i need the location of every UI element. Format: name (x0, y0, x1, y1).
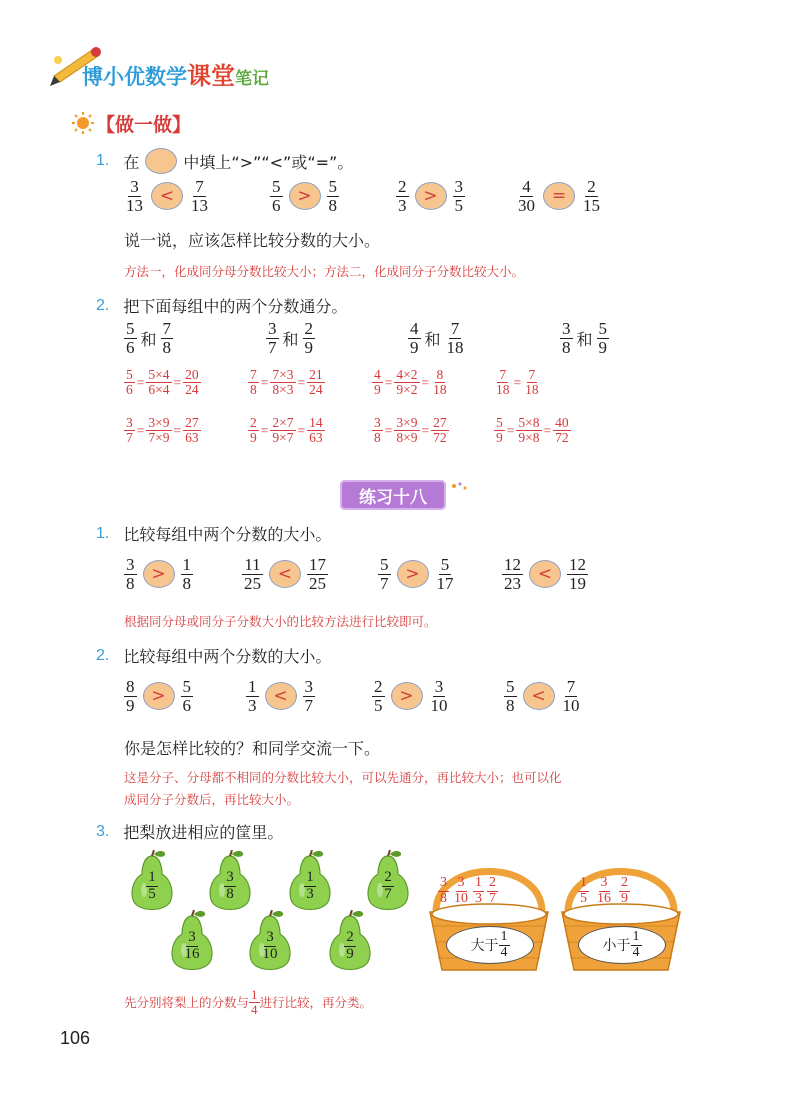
q2-number: 2. (96, 296, 110, 314)
p2-item-1 (124, 678, 246, 715)
q1-header (96, 148, 353, 174)
q2-answer-row-2 (124, 416, 571, 445)
calc-1-3: $\frac{4}{9}$ = $\frac{4\times 2}{9\times 2}$ = $\frac{8}{18}$ (374, 367, 447, 398)
q1-number: 1. (96, 152, 110, 169)
fraction-numerator: 5 (598, 319, 608, 338)
fraction-denominator: 4 (500, 944, 508, 960)
fraction-numerator: 5 (496, 415, 503, 430)
fraction-numerator: 3 (268, 319, 277, 338)
fraction-denominator: 9×8 (518, 430, 540, 446)
p1-answer: 根据同分母或同分子分数大小的比较方法进行比较即可。 (124, 614, 437, 629)
fraction-denominator: 63 (309, 430, 323, 446)
and-word: 和 (424, 329, 441, 349)
fraction-denominator: 8 (250, 382, 257, 398)
fraction-denominator: 13 (191, 195, 208, 215)
fraction-numerator: 5 (126, 319, 135, 338)
fraction-numerator: 3×9 (396, 415, 418, 430)
fraction-numerator: 3 (130, 177, 139, 196)
compare-answer: > (415, 182, 447, 210)
fraction-numerator: 8 (126, 677, 135, 696)
compare-answer: = (543, 182, 575, 210)
fraction-numerator: 3 (226, 869, 234, 885)
fraction-numerator: 3 (304, 677, 313, 696)
fraction-numerator: 7 (528, 367, 536, 382)
fraction-denominator: 5 (580, 890, 587, 906)
fraction-numerator: 8 (436, 367, 444, 382)
fraction-numerator: 7 (250, 367, 257, 382)
fraction-denominator: 5 (148, 885, 156, 902)
pear (124, 850, 180, 914)
fraction-numerator: 1 (306, 869, 314, 885)
fraction-denominator: 16 (184, 945, 200, 962)
fraction-numerator: 3 (440, 875, 447, 890)
fraction-numerator: 2 (398, 177, 407, 196)
fraction-numerator: 1 (632, 928, 640, 944)
fraction-numerator: 5 (272, 177, 281, 196)
fraction-denominator: 4 (632, 944, 640, 960)
fraction-numerator: 7 (499, 367, 507, 382)
label-text: 小于 (602, 938, 631, 954)
fraction-denominator: 8 (126, 573, 135, 593)
fraction-denominator: 4 (251, 1001, 258, 1017)
q2-group-4 (560, 320, 609, 357)
fraction-denominator: 7 (304, 695, 313, 715)
fraction-numerator: 3 (434, 677, 444, 696)
fraction-numerator: 3 (600, 875, 608, 890)
and-word: 和 (140, 329, 157, 349)
fraction-denominator: 25 (309, 573, 326, 593)
fraction-numerator: 7×3 (272, 367, 294, 382)
fraction-denominator: 6×4 (148, 382, 170, 398)
fraction-numerator: 3 (126, 555, 135, 574)
fraction-denominator: 9×2 (396, 382, 418, 398)
fraction-denominator: 18 (433, 382, 447, 398)
pear (322, 910, 378, 974)
p1-compare-row (124, 556, 588, 593)
fraction-numerator: 3 (454, 177, 463, 196)
basket-less-items (578, 876, 630, 906)
fraction-denominator: 6 (126, 382, 133, 398)
basket-greater-label (446, 926, 534, 964)
p1-item-3 (378, 556, 502, 593)
pear (282, 850, 338, 914)
fraction-denominator: 9 (410, 337, 419, 357)
label-text: 大于 (470, 938, 499, 954)
fraction-denominator: 3 (248, 695, 257, 715)
fraction-numerator: 3 (188, 929, 196, 945)
fraction-denominator: 72 (555, 430, 569, 446)
fraction-denominator: 6 (126, 337, 135, 357)
fraction-denominator: 9 (250, 430, 257, 446)
p3-number: 3. (96, 822, 110, 840)
logo-text-part-a: 博小优数学 (82, 65, 187, 89)
q2-header (96, 294, 347, 317)
fraction-denominator: 8 (440, 890, 447, 906)
fraction-numerator: 7 (566, 677, 576, 696)
fraction-numerator: 4 (410, 319, 419, 338)
fraction-numerator: 5 (126, 367, 133, 382)
fraction-denominator: 9 (304, 337, 314, 357)
fraction-denominator: 9 (126, 695, 135, 715)
fraction-denominator: 6 (182, 695, 191, 715)
fraction-denominator: 5 (454, 195, 463, 215)
calc-2-3: $\frac{3}{8}$ = $\frac{3\times 9}{8\times 9}$ = $\frac{27}{72}$ (374, 415, 447, 446)
calc-2-1: $\frac{3}{7}$ = $\frac{3\times 9}{7\times 9}$ = $\frac{27}{63}$ (126, 415, 199, 446)
p1-text: 比较每组中两个分数的大小。 (123, 525, 332, 544)
p1-item-2 (242, 556, 378, 593)
fraction-denominator: 10 (430, 695, 448, 715)
q1-item-2 (270, 178, 396, 215)
fraction-denominator: 8×9 (396, 430, 418, 446)
p3-header (96, 820, 283, 843)
fraction-numerator: 4×2 (396, 367, 418, 382)
fraction-numerator: 14 (309, 415, 323, 430)
logo-text-part-c: 笔记 (235, 69, 269, 89)
fraction-numerator: 7 (162, 319, 172, 338)
calc-1-1: $\frac{5}{6}$ = $\frac{5\times 4}{6\times 4}$ = $\frac{20}{24}$ (126, 367, 199, 398)
q1-prompt: 说一说，应该怎样比较分数的大小。 (124, 231, 381, 250)
fraction-denominator: 18 (496, 382, 510, 398)
and-word: 和 (282, 329, 299, 349)
calc-2-2: $\frac{2}{9}$ = $\frac{2\times 7}{9\times 7}$ = $\frac{14}{63}$ (250, 415, 323, 446)
compare-answer: < (529, 560, 561, 588)
fraction-numerator: 5×4 (148, 367, 170, 382)
fraction-denominator: 24 (309, 382, 323, 398)
fraction-numerator: 5×8 (518, 415, 540, 430)
q1-answer: 方法一，化成同分母分数比较大小；方法二，化成同分子分数比较大小。 (124, 264, 525, 279)
fraction-denominator: 3 (475, 890, 482, 906)
fraction-denominator: 10 (454, 890, 468, 906)
fraction-denominator: 7 (126, 430, 133, 446)
p3-answer-text-b: 进行比较，再分类。 (259, 995, 373, 1011)
fraction-denominator: 5 (374, 695, 383, 715)
q1-compare-row (124, 178, 602, 215)
fraction-numerator: 3 (266, 929, 274, 945)
basket-greater (424, 852, 554, 982)
fraction-numerator: 3×9 (148, 415, 170, 430)
blank-oval-icon (145, 148, 177, 174)
fraction-numerator: 2 (250, 415, 257, 430)
fraction-numerator: 5 (182, 677, 191, 696)
fraction-numerator: 2 (489, 875, 496, 890)
q2-group-3 (408, 320, 560, 357)
compare-answer: > (143, 560, 175, 588)
fraction-denominator: 3 (306, 885, 314, 902)
fraction-denominator: 8 (562, 337, 571, 357)
fraction-denominator: 15 (583, 195, 600, 215)
q2-group-1 (124, 320, 266, 357)
fraction-numerator: 5 (380, 555, 389, 574)
q2-groups-row (124, 320, 609, 357)
fraction-denominator: 9 (346, 945, 354, 962)
basket-less-label (578, 926, 666, 964)
fraction-numerator: 7 (195, 177, 204, 196)
fraction-denominator: 7 (384, 885, 392, 902)
p3-answer (124, 988, 372, 1016)
fraction-numerator: 3 (374, 415, 381, 430)
p1-number: 1. (96, 524, 110, 542)
fraction-numerator: 12 (569, 555, 586, 574)
p2-item-3 (372, 678, 504, 715)
fraction-denominator: 17 (436, 573, 454, 593)
practice-banner: 练习十八 (340, 480, 446, 510)
fraction-denominator: 13 (126, 195, 143, 215)
calc-2-4: $\frac{5}{9}$ = $\frac{5\times 8}{9\times 8}$ = $\frac{40}{72}$ (496, 415, 569, 446)
fraction-denominator: 24 (185, 382, 199, 398)
compare-answer: < (269, 560, 301, 588)
compare-answer: > (397, 560, 429, 588)
p2-compare-row (124, 678, 582, 715)
fraction-numerator: 40 (555, 415, 569, 430)
fraction-numerator: 11 (244, 555, 261, 574)
q1-text-b: 中填上“>”“<”或“=”。 (183, 152, 354, 172)
q2-text: 把下面每组中的两个分数通分。 (123, 297, 348, 316)
p2-text: 比较每组中两个分数的大小。 (123, 647, 332, 666)
fraction-numerator: 2 (304, 319, 314, 338)
pear (242, 910, 298, 974)
fraction-denominator: 30 (518, 195, 535, 215)
compare-answer: > (391, 682, 423, 710)
fraction-denominator: 9 (496, 430, 503, 446)
fraction-numerator: 2 (374, 677, 383, 696)
fraction-numerator: 3 (457, 875, 465, 890)
q1-item-3 (396, 178, 516, 215)
fraction-numerator: 5 (328, 177, 337, 196)
fraction-numerator: 17 (309, 555, 326, 574)
fraction-denominator: 8 (226, 885, 234, 902)
fraction-numerator: 7 (450, 319, 460, 338)
fraction-denominator: 7×9 (148, 430, 170, 446)
fraction-denominator: 8 (506, 695, 515, 715)
fraction-denominator: 9 (598, 337, 608, 357)
fraction-denominator: 16 (597, 890, 611, 906)
fraction-denominator: 7 (268, 337, 277, 357)
fraction-denominator: 10 (562, 695, 580, 715)
p2-answer-line-1: 这是分子、分母都不相同的分数比较大小，可以先通分，再比较大小；也可以化 (124, 770, 562, 785)
fraction-numerator: 21 (309, 367, 323, 382)
fraction-denominator: 7 (380, 573, 389, 593)
fraction-numerator: 2 (384, 869, 392, 885)
p1-item-4 (502, 556, 588, 593)
fraction-denominator: 18 (446, 337, 464, 357)
fraction-numerator: 3 (126, 415, 133, 430)
calc-1-4: $\frac{7}{18}$ = $\frac{7}{18}$ (496, 367, 539, 398)
fraction-numerator: 1 (475, 875, 482, 890)
fraction-numerator: 1 (148, 869, 156, 885)
fraction-denominator: 3 (398, 195, 407, 215)
fraction-denominator: 8×3 (272, 382, 294, 398)
fraction-numerator: 2 (587, 177, 596, 196)
q1-item-1 (124, 178, 270, 215)
fraction-numerator: 4 (374, 367, 381, 382)
compare-answer: < (151, 182, 183, 210)
fraction-numerator: 20 (185, 367, 199, 382)
fraction-denominator: 9×7 (272, 430, 294, 446)
fraction-denominator: 25 (244, 573, 261, 593)
p1-item-1 (124, 556, 242, 593)
pear (202, 850, 258, 914)
fraction-numerator: 5 (506, 677, 515, 696)
fraction-numerator: 12 (504, 555, 521, 574)
pear (360, 850, 416, 914)
fraction-numerator: 4 (522, 177, 531, 196)
fraction-denominator: 8 (162, 337, 172, 357)
p2-answer-line-2: 成同分子分数后，再比较大小。 (124, 792, 300, 807)
fraction-numerator: 2×7 (272, 415, 294, 430)
p2-item-2 (246, 678, 372, 715)
fraction-numerator: 1 (580, 875, 587, 890)
fraction-numerator: 3 (562, 319, 571, 338)
q2-answer-row-1 (124, 368, 541, 397)
q1-item-4 (516, 178, 602, 215)
fraction-denominator: 18 (525, 382, 539, 398)
fraction-denominator: 10 (262, 945, 278, 962)
q2-group-2 (266, 320, 408, 357)
fraction-denominator: 8 (182, 573, 191, 593)
fraction-denominator: 63 (185, 430, 199, 446)
page-number: 106 (60, 1028, 91, 1048)
section-title: 【做一做】 (96, 114, 192, 136)
sun-icon (72, 112, 94, 134)
compare-answer: < (265, 682, 297, 710)
calc-1-2: $\frac{7}{8}$ = $\frac{7\times 3}{8\times 3}$ = $\frac{21}{24}$ (250, 367, 323, 398)
fraction-numerator: 27 (433, 415, 447, 430)
q1-text-a: 在 (123, 152, 140, 172)
basket-less (556, 852, 686, 982)
fraction-denominator: 23 (504, 573, 521, 593)
fraction-denominator: 9 (621, 890, 628, 906)
p3-text: 把梨放进相应的筐里。 (123, 823, 284, 842)
and-word: 和 (576, 329, 593, 349)
p1-header (96, 522, 331, 545)
fraction-numerator: 1 (500, 928, 508, 944)
fraction-denominator: 6 (272, 195, 281, 215)
fraction-denominator: 72 (433, 430, 447, 446)
p2-header (96, 644, 331, 667)
sparkle-dots-icon (450, 480, 470, 494)
fraction-denominator: 19 (569, 573, 586, 593)
fraction-numerator: 27 (185, 415, 199, 430)
p2-prompt: 你是怎样比较的？和同学交流一下。 (124, 739, 381, 758)
compare-answer: > (143, 682, 175, 710)
compare-answer: > (289, 182, 321, 210)
fraction-denominator: 8 (328, 195, 337, 215)
p2-item-4 (504, 678, 582, 715)
p3-answer-text-a: 先分别将梨上的分数与 (124, 995, 250, 1011)
header-logo (48, 42, 308, 92)
fraction-numerator: 1 (251, 987, 258, 1002)
fraction-denominator: 9 (374, 382, 381, 398)
pear (164, 910, 220, 974)
fraction-numerator: 5 (440, 555, 450, 574)
p2-number: 2. (96, 646, 110, 664)
fraction-numerator: 2 (346, 929, 354, 945)
fraction-numerator: 1 (182, 555, 191, 574)
fraction-denominator: 8 (374, 430, 381, 446)
fraction-numerator: 2 (621, 875, 628, 890)
fraction-numerator: 1 (248, 677, 257, 696)
fraction-denominator: 7 (489, 890, 496, 906)
compare-answer: < (523, 682, 555, 710)
logo-text-part-b: 课堂 (187, 62, 235, 90)
basket-greater-items (438, 876, 498, 906)
